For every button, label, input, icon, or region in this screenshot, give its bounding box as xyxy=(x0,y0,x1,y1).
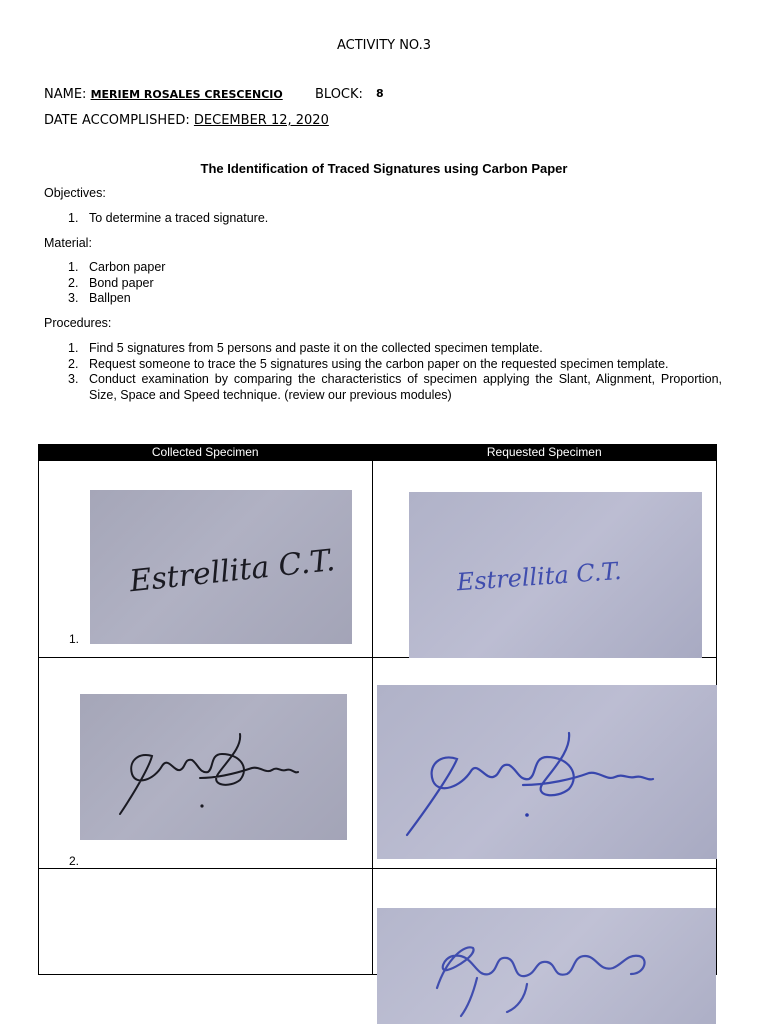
list-item-number: 2. xyxy=(68,356,79,371)
material-list xyxy=(68,260,722,307)
svg-text:Estrellita C.T.: Estrellita C.T. xyxy=(127,542,337,600)
objectives-heading: Objectives: xyxy=(44,186,106,200)
table-row xyxy=(39,461,717,658)
list-item-text: To determine a traced signature. xyxy=(89,211,269,225)
document-title: The Identification of Traced Signatures using Carbon Paper xyxy=(200,161,568,176)
date-value: DECEMBER 12, 2020 xyxy=(193,113,329,128)
list-item xyxy=(68,372,722,403)
name-label: NAME: xyxy=(44,87,87,102)
list-item-number: 1. xyxy=(68,211,79,225)
signature-image xyxy=(377,908,716,1024)
block-label: BLOCK: xyxy=(315,87,363,102)
signature-image xyxy=(409,492,702,658)
list-item xyxy=(68,291,722,307)
list-item-number: 2. xyxy=(68,275,79,290)
list-item-text: Conduct examination by comparing the characteristics of specimen applying the Slant, Alignment, Proportion, Size, Space and Speed technique. (review our previous modules) xyxy=(89,372,722,402)
collected-cell xyxy=(39,869,373,975)
collected-signature-photo xyxy=(90,490,352,644)
signature-image xyxy=(90,490,352,644)
requested-specimen-header: Requested Specimen xyxy=(372,445,717,461)
table-row xyxy=(39,658,717,869)
row-number: 1. xyxy=(69,632,80,646)
date-line xyxy=(44,113,329,128)
requested-signature-photo xyxy=(409,492,702,658)
requested-signature-photo xyxy=(377,685,717,859)
activity-number: ACTIVITY NO.3 xyxy=(336,38,432,53)
list-item xyxy=(68,341,722,357)
specimen-table xyxy=(38,444,717,975)
requested-cell xyxy=(372,658,717,869)
signature-image xyxy=(377,685,717,859)
list-item xyxy=(68,260,722,276)
collected-cell xyxy=(39,658,373,869)
list-item-text: Find 5 signatures from 5 persons and paste it on the collected specimen template. xyxy=(89,341,543,355)
list-item-number: 3. xyxy=(68,372,79,386)
block-value: 8 xyxy=(376,87,384,100)
list-item xyxy=(68,276,722,292)
list-item-text: Carbon paper xyxy=(89,260,166,274)
list-item xyxy=(68,357,722,373)
signature-image xyxy=(80,694,347,840)
svg-text:Estrellita C.T.: Estrellita C.T. xyxy=(455,556,622,597)
requested-signature-photo xyxy=(377,908,716,1024)
name-value: MERIEM ROSALES CRESCENCIO xyxy=(90,88,283,101)
list-item-number: 1. xyxy=(68,341,79,355)
list-item-number: 1. xyxy=(68,260,79,274)
procedures-heading: Procedures: xyxy=(44,316,112,330)
requested-cell xyxy=(372,461,717,658)
objectives-list xyxy=(68,211,722,227)
list-item-number: 3. xyxy=(68,291,79,305)
table-header-row xyxy=(39,445,717,461)
collected-cell xyxy=(39,461,373,658)
list-item xyxy=(68,211,722,227)
collected-specimen-header: Collected Specimen xyxy=(39,445,373,461)
list-item-text: Bond paper xyxy=(89,275,154,290)
procedures-list xyxy=(68,341,722,403)
name-line xyxy=(44,87,283,102)
list-item-text: Ballpen xyxy=(89,291,131,305)
material-heading: Material: xyxy=(44,236,92,250)
collected-signature-photo xyxy=(80,694,347,840)
list-item-text: Request someone to trace the 5 signatures using the carbon paper on the requested specimen template. xyxy=(89,356,669,371)
row-number: 2. xyxy=(69,854,80,868)
date-label: DATE ACCOMPLISHED: xyxy=(44,113,190,128)
